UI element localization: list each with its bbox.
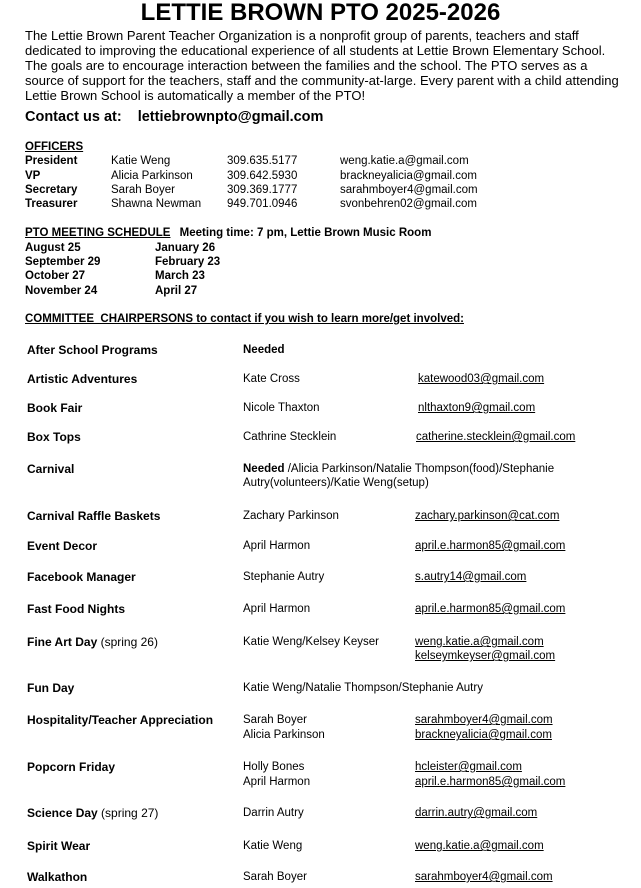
committee-chair: Zachary Parkinson xyxy=(243,510,339,522)
officer-name: Sarah Boyer xyxy=(111,184,175,196)
contact-label: Contact us at: xyxy=(25,109,122,125)
meeting-date: January 26 xyxy=(155,242,216,254)
officer-email: brackneyalicia@gmail.com xyxy=(340,170,477,182)
committee-chair: Nicole Thaxton xyxy=(243,402,320,414)
meeting-date: February 23 xyxy=(155,256,221,268)
committee-name: After School Programs xyxy=(27,343,158,357)
contact-line xyxy=(25,109,323,125)
committee-chair: Stephanie Autry xyxy=(243,571,325,583)
page-title: LETTIE BROWN PTO 2025-2026 xyxy=(140,0,501,26)
committee-email[interactable]: katewood03@gmail.com xyxy=(418,373,545,385)
committee-name: Spirit Wear xyxy=(27,839,91,853)
officer-role: Secretary xyxy=(25,184,78,196)
officer-phone: 309.635.5177 xyxy=(227,155,298,167)
officer-phone: 949.701.0946 xyxy=(227,198,298,210)
committee-name: Walkathon xyxy=(27,870,88,884)
committee-email[interactable]: april.e.harmon85@gmail.com xyxy=(415,540,566,552)
officer-email: svonbehren02@gmail.com xyxy=(340,198,477,210)
committee-name: Facebook Manager xyxy=(27,570,136,584)
officer-name: Shawna Newman xyxy=(111,198,202,210)
committee-name: Fine Art Day (spring 26) xyxy=(27,635,158,649)
committee-name: Fun Day xyxy=(27,681,75,695)
committee-name: Carnival Raffle Baskets xyxy=(27,509,161,523)
meeting-time: Meeting time: 7 pm, Lettie Brown Music Room xyxy=(179,227,432,239)
meeting-date: March 23 xyxy=(155,270,205,282)
meeting-heading: PTO MEETING SCHEDULE Meeting time: 7 pm, Lettie Brown Music Room xyxy=(25,227,432,239)
officer-name: Katie Weng xyxy=(111,155,171,167)
officer-role: President xyxy=(25,155,78,167)
committee-email[interactable]: sarahmboyer4@gmail.com xyxy=(415,714,553,726)
committee-chair: April Harmon xyxy=(243,540,311,552)
officer-phone: 309.369.1777 xyxy=(227,184,298,196)
committee-chair: Sarah Boyer xyxy=(243,871,307,883)
committee-name: Book Fair xyxy=(27,401,83,415)
committee-email-2[interactable]: brackneyalicia@gmail.com xyxy=(415,729,552,741)
committee-name: Science Day (spring 27) xyxy=(27,806,159,820)
meeting-date: November 24 xyxy=(25,285,98,297)
officers-heading: OFFICERS xyxy=(25,141,84,153)
committee-email-2[interactable]: kelseymkeyser@gmail.com xyxy=(415,650,556,662)
committee-name: Event Decor xyxy=(27,539,98,553)
committee-email[interactable]: darrin.autry@gmail.com xyxy=(415,807,538,819)
intro-paragraph: The Lettie Brown Parent Teacher Organization is a nonprofit group of parents, teachers and staff dedicated to improving the educational experience of all students at Lettie Brown Elementary School. The goals are to encourage interaction between the families and the school. The PTO serves as a source of support for the teachers, staff and the community-at-large. Every parent with a child attending Lettie Brown School is automatically a member of the PTO! xyxy=(25,28,619,103)
committee-name: Popcorn Friday xyxy=(27,760,116,774)
contact-email: lettiebrownpto@gmail.com xyxy=(137,109,324,125)
committee-email[interactable]: weng.katie.a@gmail.com xyxy=(415,636,544,648)
committee-chair: Holly Bones xyxy=(243,761,305,773)
officer-name: Alicia Parkinson xyxy=(111,170,193,182)
officer-email: weng.katie.a@gmail.com xyxy=(340,155,469,167)
committee-name: Hospitality/Teacher Appreciation xyxy=(27,713,214,727)
committee-email[interactable]: hcleister@gmail.com xyxy=(415,761,522,773)
officer-role: VP xyxy=(25,170,41,182)
meeting-date: October 27 xyxy=(25,270,86,282)
committee-chair: Sarah Boyer xyxy=(243,714,307,726)
officer-email: sarahmboyer4@gmail.com xyxy=(340,184,478,196)
officer-phone: 309.642.5930 xyxy=(227,170,298,182)
committee-name: Artistic Adventures xyxy=(27,372,138,386)
committee-email[interactable]: zachary.parkinson@cat.com xyxy=(415,510,560,522)
committee-name: Fast Food Nights xyxy=(27,602,125,616)
committee-chair-2: April Harmon xyxy=(243,776,311,788)
committee-chair: April Harmon xyxy=(243,603,311,615)
committee-email[interactable]: april.e.harmon85@gmail.com xyxy=(415,603,566,615)
committees-heading: COMMITTEE CHAIRPERSONS to contact if you wish to learn more/get involved: xyxy=(25,313,464,325)
committee-email[interactable]: nlthaxton9@gmail.com xyxy=(418,402,536,414)
committee-chair: Kate Cross xyxy=(243,373,300,385)
committee-chair: Cathrine Stecklein xyxy=(243,431,337,443)
meeting-date: April 27 xyxy=(155,285,198,297)
committee-chair: Needed xyxy=(243,344,285,356)
committee-chair: Needed /Alicia Parkinson/Natalie Thompson(food)/Stephanie Autry(volunteers)/Katie Weng(setup) xyxy=(243,463,555,489)
committee-email[interactable]: sarahmboyer4@gmail.com xyxy=(415,871,553,883)
committee-email[interactable]: catherine.stecklein@gmail.com xyxy=(416,431,576,443)
committee-email-2[interactable]: april.e.harmon85@gmail.com xyxy=(415,776,566,788)
committee-chair: Darrin Autry xyxy=(243,807,304,819)
committee-name: Box Tops xyxy=(27,430,81,444)
committee-chair: Katie Weng/Natalie Thompson/Stephanie Autry xyxy=(243,682,483,694)
committee-chair-2: Alicia Parkinson xyxy=(243,729,325,741)
meeting-date: August 25 xyxy=(25,242,81,254)
officer-role: Treasurer xyxy=(25,198,78,210)
committee-email[interactable]: s.autry14@gmail.com xyxy=(415,571,527,583)
committee-name: Carnival xyxy=(27,462,75,476)
meeting-date: September 29 xyxy=(25,256,101,268)
committee-chair: Katie Weng xyxy=(243,840,303,852)
committee-email[interactable]: weng.katie.a@gmail.com xyxy=(415,840,544,852)
committee-chair: Katie Weng/Kelsey Keyser xyxy=(243,636,379,648)
